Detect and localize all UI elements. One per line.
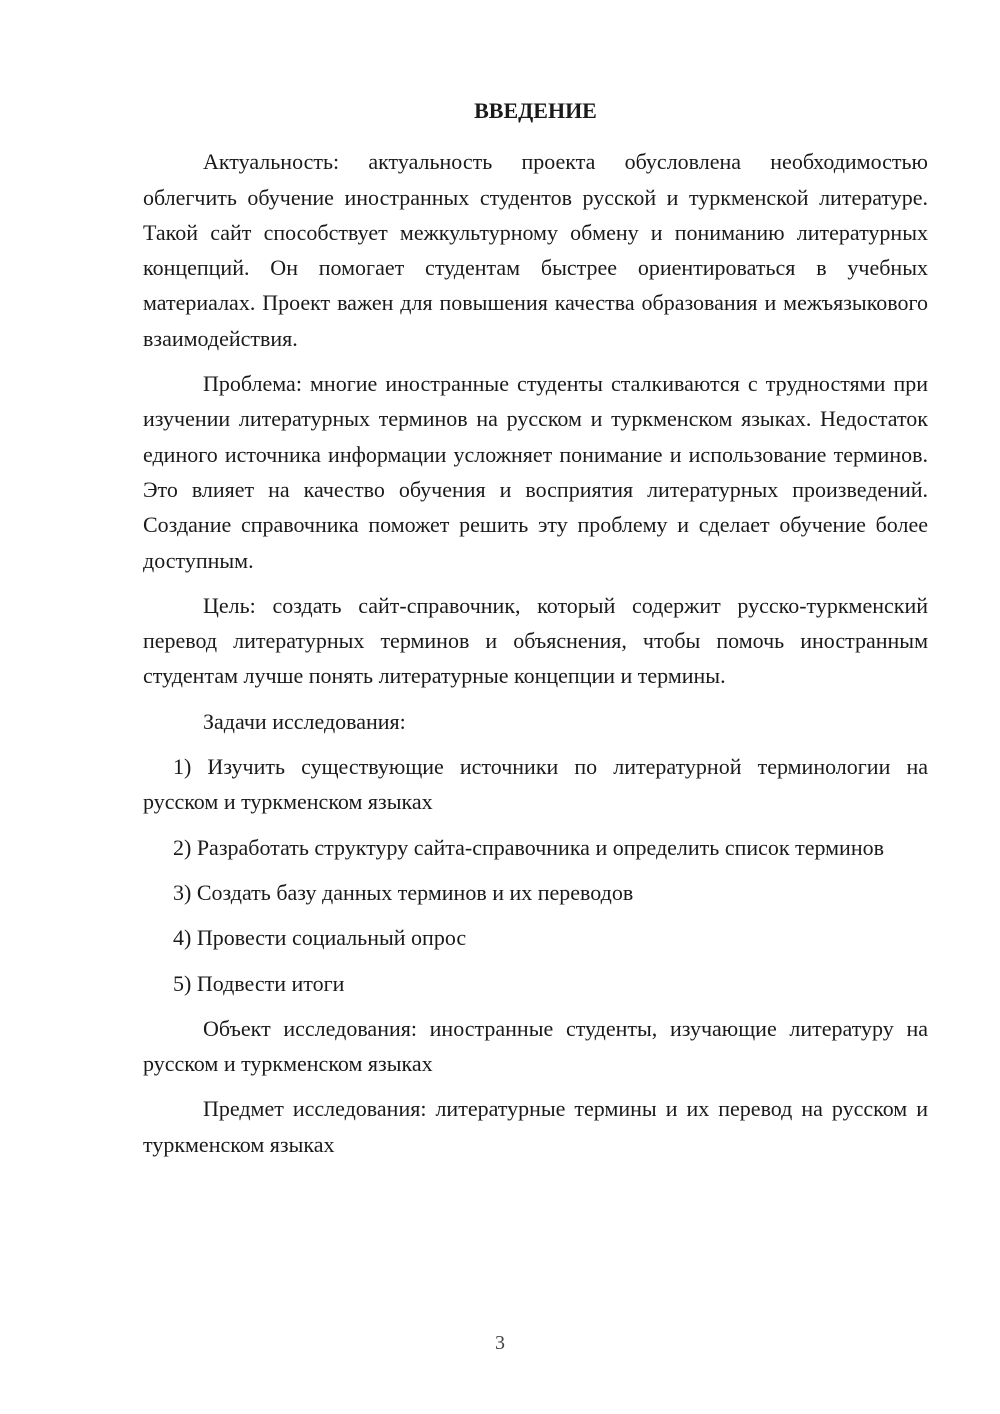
task-item-2: 2) Разработать структуру сайта-справочника и определить список терминов bbox=[173, 834, 884, 860]
page-number: 3 bbox=[495, 1332, 505, 1354]
task-item-4: 4) Провести социальный опрос bbox=[173, 925, 467, 951]
goal-paragraph: Цель: создать сайт-справочник, который содержит русско-туркменский перевод литературных терминов и объяснения, чтобы помочь иностранным студентам лучше понять литературные концепции и термины. bbox=[143, 592, 928, 689]
task-item-3: 3) Создать базу данных терминов и их переводов bbox=[173, 879, 634, 905]
page-title: ВВЕДЕНИЕ bbox=[474, 98, 597, 123]
document-page bbox=[143, 93, 928, 1172]
object-paragraph: Объект исследования: иностранные студенты, изучающие литературу на русском и туркменском языках bbox=[143, 1015, 928, 1077]
subject-paragraph: Предмет исследования: литературные термины и их перевод на русском и туркменском языках bbox=[143, 1096, 928, 1157]
problem-paragraph: Проблема: многие иностранные студенты сталкиваются с трудностями при изучении литературных терминов на русском и туркменском языках. Недостаток единого источника информации усложняет понимание и использование терминов. Это влияет на качество обучения и восприятия литературных произведений. Создание справочника поможет решить эту проблему и сделает обучение более доступным. bbox=[143, 371, 928, 573]
task-item-5: 5) Подвести итоги bbox=[173, 970, 345, 996]
relevance-paragraph: Актуальность: актуальность проекта обусловлена необходимостью облегчить обучение иностранных студентов русской и туркменской литературе. Такой сайт способствует межкультурному обмену и пониманию литературных концепций. Он помогает студентам быстрее ориентироваться в учебных материалах. Проект важен для повышения качества образования и межъязыкового взаимодействия. bbox=[143, 149, 928, 351]
task-item-1: 1) Изучить существующие источники по литературной терминологии на русском и туркменском языках bbox=[143, 754, 928, 815]
tasks-heading: Задачи исследования: bbox=[203, 708, 406, 734]
